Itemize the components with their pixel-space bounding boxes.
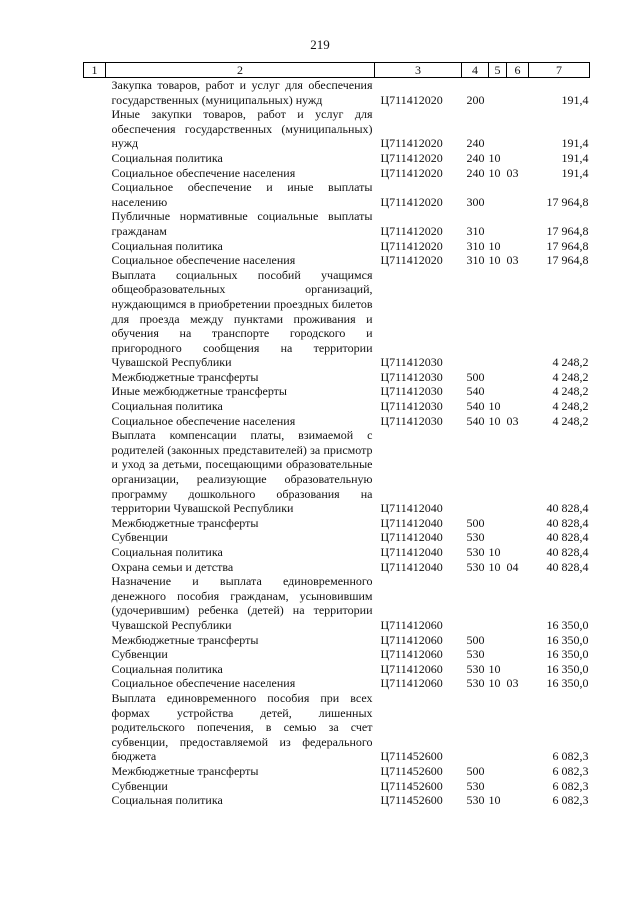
row-rz xyxy=(489,530,507,545)
table-row xyxy=(84,793,590,808)
row-sum: 6 082,3 xyxy=(552,763,589,778)
row-pr: 03 xyxy=(506,165,519,180)
row-sum: 6 082,3 xyxy=(552,793,589,808)
num-cell xyxy=(84,793,106,808)
row-sum: 16 350,0 xyxy=(546,632,589,647)
num-cell xyxy=(84,384,106,399)
header-row xyxy=(84,63,590,78)
row-sum: 16 350,0 xyxy=(546,617,589,632)
row-rz: 10 xyxy=(488,559,501,574)
row-vr: 530 xyxy=(466,661,485,676)
row-rz xyxy=(489,516,507,531)
row-name: Социальное обеспечение населения xyxy=(111,165,296,180)
row-pr xyxy=(507,268,529,370)
row-name: Субвенции xyxy=(111,647,168,662)
row-name: Охрана семьи и детства xyxy=(111,559,234,574)
row-code: Ц711412020 xyxy=(380,150,443,165)
row-rz xyxy=(489,764,507,779)
table-row xyxy=(84,414,590,429)
row-rz xyxy=(489,574,507,632)
row-name: Социальная политика xyxy=(111,661,223,676)
row-vr: 500 xyxy=(466,632,485,647)
row-name: Субвенции xyxy=(111,778,168,793)
num-cell xyxy=(84,633,106,648)
table-row xyxy=(84,107,590,151)
page-number: 219 xyxy=(310,37,330,52)
row-rz: 10 xyxy=(488,238,501,253)
row-vr: 500 xyxy=(466,369,485,384)
row-vr xyxy=(462,268,489,370)
row-vr: 530 xyxy=(466,559,485,574)
row-code: Ц711412030 xyxy=(380,355,443,370)
row-name: Социальное обеспечение населения xyxy=(111,413,296,428)
row-code: Ц711412040 xyxy=(380,545,443,559)
table-row xyxy=(84,545,590,560)
row-rz xyxy=(489,384,507,399)
row-sum: 191,4 xyxy=(561,150,589,165)
row-code: Ц711412030 xyxy=(380,399,443,414)
row-vr: 530 xyxy=(466,676,485,691)
row-code: Ц711412030 xyxy=(380,369,443,384)
num-cell xyxy=(84,107,106,151)
row-name: Выплата социальных пособий учащимся общеобразовательных организаций, нуждающимся в приобретении проездных билетов для проезда между пунктами проживания и обучения на транспорте городского и пригородного сообщения на территории Чувашской Республики xyxy=(111,267,373,370)
table-header xyxy=(84,63,590,78)
table-row xyxy=(84,560,590,575)
row-code: Ц711452600 xyxy=(380,763,443,778)
row-name: Межбюджетные трансферты xyxy=(111,369,259,384)
num-cell xyxy=(84,428,106,516)
row-code: Ц711412030 xyxy=(380,384,443,399)
row-vr: 530 xyxy=(466,647,485,662)
row-sum: 16 350,0 xyxy=(546,661,589,676)
table-row xyxy=(84,516,590,531)
row-vr: 540 xyxy=(466,413,485,428)
row-sum: 191,4 xyxy=(561,92,589,107)
row-pr xyxy=(507,545,529,560)
row-sum: 4 248,2 xyxy=(552,399,589,414)
row-name: Выплата компенсации платы, взимаемой с родителей (законных представителей) за присмотр и уход за детьми, посещающими образовательные организации, реализующие образовательную программу дошкольного образования на территории Чувашской Республики xyxy=(111,428,373,516)
row-pr xyxy=(507,793,529,808)
row-rz: 10 xyxy=(488,413,501,428)
row-pr xyxy=(507,574,529,632)
row-code: Ц711412040 xyxy=(380,515,443,530)
header-col-4: 4 xyxy=(462,63,489,78)
table-row xyxy=(84,530,590,545)
row-code: Ц711412060 xyxy=(380,617,443,632)
row-sum: 4 248,2 xyxy=(552,384,589,399)
row-name: Назначение и выплата единовременного денежного пособия гражданам, усыновившим (удочерившим) ребенка (детей) на территории Чувашской Республики xyxy=(111,574,373,632)
row-pr xyxy=(507,764,529,779)
row-sum: 40 828,4 xyxy=(546,515,589,530)
row-vr: 310 xyxy=(466,253,485,268)
row-sum: 16 350,0 xyxy=(546,676,589,691)
table-row xyxy=(84,647,590,662)
row-sum: 40 828,4 xyxy=(546,545,589,559)
header-col-7: 7 xyxy=(529,63,590,78)
row-pr xyxy=(507,779,529,794)
table-row xyxy=(84,268,590,370)
row-code: Ц711452600 xyxy=(380,778,443,793)
num-cell xyxy=(84,676,106,691)
row-pr: 03 xyxy=(506,253,519,268)
row-rz xyxy=(489,180,507,209)
row-vr: 540 xyxy=(466,384,485,399)
row-pr xyxy=(507,633,529,648)
row-name: Межбюджетные трансферты xyxy=(111,515,259,530)
table-row xyxy=(84,151,590,166)
num-cell xyxy=(84,516,106,531)
table-row xyxy=(84,180,590,209)
num-cell xyxy=(84,545,106,560)
row-sum: 6 082,3 xyxy=(552,749,589,764)
row-name: Социальное обеспечение населения xyxy=(111,676,296,691)
row-code: Ц711452600 xyxy=(380,793,443,808)
header-col-5: 5 xyxy=(489,63,507,78)
num-cell xyxy=(84,151,106,166)
row-name: Социальное обеспечение и иные выплаты населению xyxy=(111,180,373,209)
row-name: Социальная политика xyxy=(111,399,223,414)
row-name: Иные межбюджетные трансферты xyxy=(111,384,287,399)
row-code: Ц711412040 xyxy=(380,559,443,574)
num-cell xyxy=(84,560,106,575)
row-code: Ц711412020 xyxy=(380,238,443,253)
num-cell xyxy=(84,662,106,677)
row-pr xyxy=(507,107,529,151)
row-pr xyxy=(507,647,529,662)
table-row xyxy=(84,764,590,779)
row-rz xyxy=(489,633,507,648)
num-cell xyxy=(84,414,106,429)
row-name: Социальная политика xyxy=(111,545,223,559)
num-cell xyxy=(84,268,106,370)
row-rz xyxy=(489,78,507,108)
row-code: Ц711412060 xyxy=(380,647,443,662)
num-cell xyxy=(84,166,106,181)
table-row xyxy=(84,779,590,794)
row-rz xyxy=(489,370,507,385)
row-sum: 191,4 xyxy=(561,165,589,180)
row-rz: 10 xyxy=(488,793,501,808)
row-pr: 03 xyxy=(506,676,519,691)
row-vr: 310 xyxy=(466,238,485,253)
num-cell xyxy=(84,647,106,662)
row-code: Ц711412020 xyxy=(380,136,443,151)
row-pr xyxy=(507,428,529,516)
row-name: Социальное обеспечение населения xyxy=(111,253,296,268)
row-pr xyxy=(507,151,529,166)
row-name: Закупка товаров, работ и услуг для обеспечения государственных (муниципальных) нужд xyxy=(111,78,373,107)
row-pr xyxy=(507,516,529,531)
row-rz xyxy=(489,107,507,151)
table-row xyxy=(84,239,590,254)
row-pr xyxy=(507,78,529,108)
table-row xyxy=(84,691,590,764)
row-pr: 03 xyxy=(506,413,519,428)
row-vr: 530 xyxy=(466,778,485,793)
row-vr: 530 xyxy=(466,545,485,559)
row-rz xyxy=(489,647,507,662)
row-pr xyxy=(507,180,529,209)
row-rz: 10 xyxy=(488,253,501,268)
table-row xyxy=(84,676,590,691)
table-row xyxy=(84,662,590,677)
row-name: Межбюджетные трансферты xyxy=(111,763,259,778)
row-rz: 10 xyxy=(488,150,501,165)
row-code: Ц711412020 xyxy=(380,165,443,180)
num-cell xyxy=(84,370,106,385)
row-code: Ц711412040 xyxy=(380,530,443,545)
table-row xyxy=(84,370,590,385)
table-row xyxy=(84,253,590,268)
row-name: Иные закупки товаров, работ и услуг для обеспечения государственных (муниципальных) нужд xyxy=(111,107,373,151)
num-cell xyxy=(84,764,106,779)
row-pr xyxy=(507,209,529,238)
row-pr xyxy=(507,662,529,677)
num-cell xyxy=(84,574,106,632)
row-sum: 40 828,4 xyxy=(546,559,589,574)
row-sum: 191,4 xyxy=(561,136,589,151)
row-sum: 16 350,0 xyxy=(546,647,589,662)
row-code: Ц711412020 xyxy=(380,253,443,268)
table-body xyxy=(84,78,590,808)
row-name: Межбюджетные трансферты xyxy=(111,632,259,647)
row-code: Ц711412060 xyxy=(380,632,443,647)
table-row xyxy=(84,633,590,648)
row-code: Ц711412040 xyxy=(380,501,443,516)
row-pr xyxy=(507,370,529,385)
table-row xyxy=(84,574,590,632)
row-sum: 40 828,4 xyxy=(546,501,589,516)
row-vr: 200 xyxy=(466,92,485,107)
row-code: Ц711412060 xyxy=(380,661,443,676)
num-cell xyxy=(84,399,106,414)
row-code: Ц711412020 xyxy=(380,92,443,107)
row-vr: 300 xyxy=(466,194,485,209)
row-vr: 500 xyxy=(466,763,485,778)
row-sum: 17 964,8 xyxy=(546,194,589,209)
table-row xyxy=(84,428,590,516)
num-cell xyxy=(84,209,106,238)
row-rz: 10 xyxy=(488,545,501,559)
row-vr xyxy=(462,574,489,632)
table-row xyxy=(84,209,590,238)
row-pr xyxy=(507,691,529,764)
num-cell xyxy=(84,78,106,108)
row-vr: 500 xyxy=(466,515,485,530)
row-rz: 10 xyxy=(488,165,501,180)
row-vr: 540 xyxy=(466,399,485,414)
row-rz xyxy=(489,691,507,764)
row-vr: 240 xyxy=(466,165,485,180)
row-rz xyxy=(489,779,507,794)
num-cell xyxy=(84,691,106,764)
num-cell xyxy=(84,180,106,209)
row-rz xyxy=(489,428,507,516)
row-rz: 10 xyxy=(488,661,501,676)
num-cell xyxy=(84,530,106,545)
row-rz: 10 xyxy=(488,676,501,691)
num-cell xyxy=(84,779,106,794)
row-sum: 17 964,8 xyxy=(546,253,589,268)
row-pr xyxy=(507,384,529,399)
row-rz: 10 xyxy=(488,399,501,414)
row-sum: 4 248,2 xyxy=(552,369,589,384)
row-vr: 310 xyxy=(466,223,485,238)
header-col-6: 6 xyxy=(507,63,529,78)
header-col-3: 3 xyxy=(375,63,462,78)
row-pr xyxy=(507,399,529,414)
row-name: Публичные нормативные социальные выплаты гражданам xyxy=(111,209,373,238)
row-vr: 530 xyxy=(466,793,485,808)
row-code: Ц711412020 xyxy=(380,223,443,238)
row-vr xyxy=(462,428,489,516)
table-row xyxy=(84,384,590,399)
row-name: Выплата единовременного пособия при всех формах устройства детей, лишенных родительского попечения, в семью за счет субвенции, предоставляемой из федерального бюджета xyxy=(111,690,373,764)
table-row xyxy=(84,399,590,414)
row-sum: 6 082,3 xyxy=(552,778,589,793)
row-sum: 17 964,8 xyxy=(546,238,589,253)
row-sum: 17 964,8 xyxy=(546,223,589,238)
row-sum: 40 828,4 xyxy=(546,530,589,545)
row-name: Социальная политика xyxy=(111,793,223,808)
budget-table xyxy=(83,62,590,808)
row-rz xyxy=(489,209,507,238)
num-cell xyxy=(84,253,106,268)
row-sum: 4 248,2 xyxy=(552,413,589,428)
row-name: Субвенции xyxy=(111,530,168,545)
row-code: Ц711412030 xyxy=(380,413,443,428)
header-col-1: 1 xyxy=(84,63,106,78)
row-code: Ц711452600 xyxy=(380,749,443,764)
row-name: Социальная политика xyxy=(111,238,223,253)
table-row xyxy=(84,78,590,108)
row-rz xyxy=(489,268,507,370)
row-code: Ц711412060 xyxy=(380,676,443,691)
row-vr xyxy=(462,691,489,764)
row-name: Социальная политика xyxy=(111,150,223,165)
row-vr: 240 xyxy=(466,150,485,165)
row-sum: 4 248,2 xyxy=(552,355,589,370)
row-vr: 240 xyxy=(466,136,485,151)
row-pr xyxy=(507,530,529,545)
header-col-2: 2 xyxy=(106,63,375,78)
row-code: Ц711412020 xyxy=(380,194,443,209)
row-vr: 530 xyxy=(466,530,485,545)
table-row xyxy=(84,166,590,181)
row-pr xyxy=(507,239,529,254)
row-pr: 04 xyxy=(506,559,519,574)
num-cell xyxy=(84,239,106,254)
